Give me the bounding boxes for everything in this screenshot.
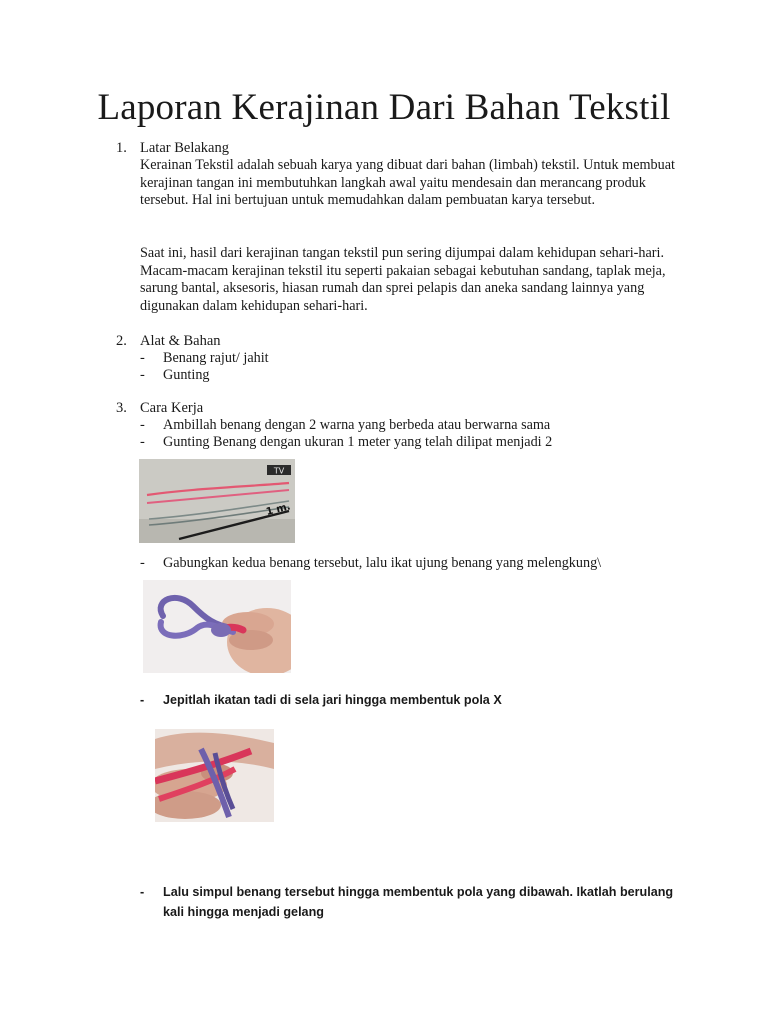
bullet-dash: - — [140, 417, 145, 433]
bullet-dash: - — [140, 367, 145, 383]
bullet-dash: - — [140, 434, 145, 450]
section-3-heading: Cara Kerja — [140, 400, 204, 416]
bullet-dash: - — [140, 693, 145, 707]
x-pattern-photo — [155, 729, 274, 822]
bullet-dash: - — [140, 885, 145, 899]
threads-measure-photo — [139, 459, 295, 543]
list-item: Ambillah benang dengan 2 warna yang berbeda atau berwarna sama — [163, 417, 551, 433]
section-1-paragraph-1: Kerainan Tekstil adalah sebuah karya yang dibuat dari bahan (limbah) tekstil. Untuk membuat kerajinan tangan ini membutuhkan langkah awal yaitu mendesain dan merancang produk tersebut. Hal ini bertujuan untuk memudahkan dalam pembuatan karya tersebut. — [140, 157, 675, 209]
list-item: Gunting Benang dengan ukuran 1 meter yang telah dilipat menjadi 2 — [163, 434, 553, 450]
section-1-paragraph-2: Saat ini, hasil dari kerajinan tangan tekstil pun sering dijumpai dalam kehidupan sehari-hari. Macam-macam kerajinan tekstil itu seperti pakaian sebagai kebutuhan sandang, taplak meja, sarung bantal, aksesoris, hiasan rumah dan sprei pelapis dan aneka sandang lainnya yang digunakan dalam kehidupan sehari-hari. — [140, 245, 666, 314]
list-item: Benang rajut/ jahit — [163, 350, 269, 366]
section-3-number: 3. — [116, 400, 127, 416]
section-2-heading: Alat & Bahan — [140, 333, 221, 349]
section-2-number: 2. — [116, 333, 127, 349]
bullet-dash: - — [140, 350, 145, 366]
list-item: Gunting — [163, 367, 210, 383]
bullet-dash: - — [140, 555, 145, 571]
list-item: Gabungkan kedua benang tersebut, lalu ikat ujung benang yang melengkung\ — [163, 555, 602, 571]
section-1-number: 1. — [116, 140, 127, 156]
section-1-heading: Latar Belakang — [140, 140, 229, 156]
loop-knot-photo — [143, 580, 291, 673]
list-item: Lalu simpul benang tersebut hingga membentuk pola yang dibawah. Ikatlah berulang kali hingga menjadi gelang — [163, 885, 674, 919]
one-meter-label: 1 m. — [265, 501, 292, 518]
page-title: Laporan Kerajinan Dari Bahan Tekstil — [97, 87, 671, 128]
list-item: Jepitlah ikatan tadi di sela jari hingga membentuk pola X — [163, 693, 502, 707]
tv-logo: TV — [273, 466, 285, 476]
